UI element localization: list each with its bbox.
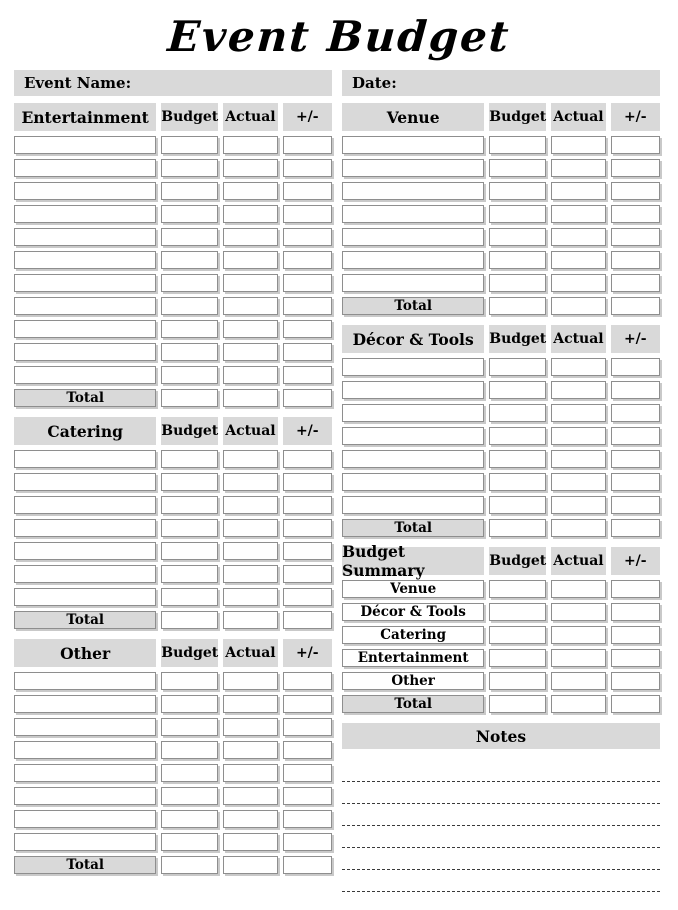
summary-total-actual-cell[interactable] xyxy=(551,695,605,713)
decor-row1-actual-cell[interactable] xyxy=(551,358,605,376)
decor-table xyxy=(342,325,660,537)
other-item-name-cell[interactable] xyxy=(14,695,156,713)
summary-catering-diff-cell[interactable] xyxy=(611,626,660,644)
other-actual-column-header: Actual xyxy=(223,639,277,667)
decor-total-actual-cell[interactable] xyxy=(551,519,605,537)
catering-table xyxy=(14,417,332,629)
venue-row3-budget-cell[interactable] xyxy=(489,182,546,200)
venue-row5-actual-cell[interactable] xyxy=(551,228,605,246)
decor-row2-diff-cell[interactable] xyxy=(611,381,660,399)
catering-row3-diff-cell[interactable] xyxy=(283,496,332,514)
venue-item-name-cell[interactable] xyxy=(342,182,484,200)
summary-entertainment-diff-cell[interactable] xyxy=(611,649,660,667)
other-item-name-cell[interactable] xyxy=(14,833,156,851)
decor-row4-actual-cell[interactable] xyxy=(551,427,605,445)
entertainment-row11-budget-cell[interactable] xyxy=(161,366,218,384)
summary-total-budget-cell[interactable] xyxy=(489,695,546,713)
decor-row4-diff-cell[interactable] xyxy=(611,427,660,445)
notes-header xyxy=(342,723,660,749)
decor-row3-actual-cell[interactable] xyxy=(551,404,605,422)
catering-item-name-cell[interactable] xyxy=(14,542,156,560)
venue-item-name-cell[interactable] xyxy=(342,159,484,177)
budget-summary-table xyxy=(342,542,660,713)
decor-row3-budget-cell[interactable] xyxy=(489,404,546,422)
catering-row1-actual-cell[interactable] xyxy=(223,450,277,468)
event-name-bar[interactable] xyxy=(14,70,332,96)
catering-total-diff-cell[interactable] xyxy=(283,611,332,629)
entertainment-table xyxy=(14,103,332,407)
venue-row4-diff-cell[interactable] xyxy=(611,205,660,223)
other-item-name-cell[interactable] xyxy=(14,672,156,690)
notes-title: Notes xyxy=(475,726,527,746)
entertainment-total-actual-cell[interactable] xyxy=(223,389,277,407)
catering-row7-diff-cell[interactable] xyxy=(283,588,332,606)
summary-total-diff-cell[interactable] xyxy=(611,695,660,713)
catering-row5-diff-cell[interactable] xyxy=(283,542,332,560)
other-row1-diff-cell[interactable] xyxy=(283,672,332,690)
other-row1-actual-cell[interactable] xyxy=(223,672,277,690)
entertainment-row9-budget-cell[interactable] xyxy=(161,320,218,338)
decor-row3-diff-cell[interactable] xyxy=(611,404,660,422)
decor-total-diff-cell[interactable] xyxy=(611,519,660,537)
other-section-title: Other xyxy=(14,639,156,667)
summary-d-cor-tools-actual-cell[interactable] xyxy=(551,603,605,621)
decor-row7-actual-cell[interactable] xyxy=(551,496,605,514)
catering-row7-actual-cell[interactable] xyxy=(223,588,277,606)
entertainment-row4-budget-cell[interactable] xyxy=(161,205,218,223)
entertainment-item-name-cell[interactable] xyxy=(14,320,156,338)
date-label: Date: xyxy=(352,74,397,93)
catering-section-title: Catering xyxy=(14,417,156,445)
entertainment-row1-actual-cell[interactable] xyxy=(223,136,277,154)
date-bar[interactable] xyxy=(342,70,660,96)
summary-budget-column-header: Budget xyxy=(489,547,546,575)
venue-row6-actual-cell[interactable] xyxy=(551,251,605,269)
entertainment-item-name-cell[interactable] xyxy=(14,343,156,361)
decor-total-budget-cell[interactable] xyxy=(489,519,546,537)
other-row4-actual-cell[interactable] xyxy=(223,741,277,759)
catering-row6-actual-cell[interactable] xyxy=(223,565,277,583)
catering-total-label: Total xyxy=(14,611,156,629)
summary-other-label: Other xyxy=(342,672,484,690)
entertainment-total-diff-cell[interactable] xyxy=(283,389,332,407)
decor-item-name-cell[interactable] xyxy=(342,381,484,399)
venue-row2-diff-cell[interactable] xyxy=(611,159,660,177)
other-row4-diff-cell[interactable] xyxy=(283,741,332,759)
summary-catering-budget-cell[interactable] xyxy=(489,626,546,644)
other-row2-diff-cell[interactable] xyxy=(283,695,332,713)
summary-d-cor-tools-diff-cell[interactable] xyxy=(611,603,660,621)
other-row6-budget-cell[interactable] xyxy=(161,787,218,805)
summary-catering-actual-cell[interactable] xyxy=(551,626,605,644)
summary-entertainment-actual-cell[interactable] xyxy=(551,649,605,667)
venue-row7-budget-cell[interactable] xyxy=(489,274,546,292)
notes-line[interactable] xyxy=(342,848,660,870)
decor-row6-diff-cell[interactable] xyxy=(611,473,660,491)
decor-row2-budget-cell[interactable] xyxy=(489,381,546,399)
other-budget-column-header: Budget xyxy=(161,639,218,667)
other-total-label: Total xyxy=(14,856,156,874)
notes-line[interactable] xyxy=(342,782,660,804)
venue-item-name-cell[interactable] xyxy=(342,136,484,154)
entertainment-row7-diff-cell[interactable] xyxy=(283,274,332,292)
entertainment-item-name-cell[interactable] xyxy=(14,297,156,315)
entertainment-item-name-cell[interactable] xyxy=(14,274,156,292)
venue-row4-actual-cell[interactable] xyxy=(551,205,605,223)
other-item-name-cell[interactable] xyxy=(14,718,156,736)
catering-item-name-cell[interactable] xyxy=(14,588,156,606)
summary-diff-column-header: +/- xyxy=(611,547,660,575)
catering-row1-budget-cell[interactable] xyxy=(161,450,218,468)
decor-row7-diff-cell[interactable] xyxy=(611,496,660,514)
summary-entertainment-label: Entertainment xyxy=(342,649,484,667)
other-item-name-cell[interactable] xyxy=(14,810,156,828)
entertainment-budget-column-header: Budget xyxy=(161,103,218,131)
decor-item-name-cell[interactable] xyxy=(342,404,484,422)
entertainment-row1-diff-cell[interactable] xyxy=(283,136,332,154)
entertainment-row7-budget-cell[interactable] xyxy=(161,274,218,292)
notes-line[interactable] xyxy=(342,826,660,848)
entertainment-actual-column-header: Actual xyxy=(223,103,277,131)
entertainment-item-name-cell[interactable] xyxy=(14,205,156,223)
other-row8-actual-cell[interactable] xyxy=(223,833,277,851)
notes-line[interactable] xyxy=(342,870,660,892)
right-column xyxy=(342,70,660,892)
entertainment-row10-actual-cell[interactable] xyxy=(223,343,277,361)
entertainment-row11-actual-cell[interactable] xyxy=(223,366,277,384)
other-row3-budget-cell[interactable] xyxy=(161,718,218,736)
notes-line[interactable] xyxy=(342,804,660,826)
summary-d-cor-tools-label: Décor & Tools xyxy=(342,603,484,621)
venue-item-name-cell[interactable] xyxy=(342,228,484,246)
venue-row3-actual-cell[interactable] xyxy=(551,182,605,200)
entertainment-row3-actual-cell[interactable] xyxy=(223,182,277,200)
entertainment-row2-diff-cell[interactable] xyxy=(283,159,332,177)
other-table xyxy=(14,639,332,874)
other-row6-diff-cell[interactable] xyxy=(283,787,332,805)
other-total-budget-cell[interactable] xyxy=(161,856,218,874)
summary-venue-diff-cell[interactable] xyxy=(611,580,660,598)
other-row8-budget-cell[interactable] xyxy=(161,833,218,851)
venue-row3-diff-cell[interactable] xyxy=(611,182,660,200)
venue-total-actual-cell[interactable] xyxy=(551,297,605,315)
entertainment-row8-actual-cell[interactable] xyxy=(223,297,277,315)
decor-diff-column-header: +/- xyxy=(611,325,660,353)
entertainment-item-name-cell[interactable] xyxy=(14,159,156,177)
left-column xyxy=(14,70,332,892)
decor-row7-budget-cell[interactable] xyxy=(489,496,546,514)
decor-item-name-cell[interactable] xyxy=(342,473,484,491)
other-row5-diff-cell[interactable] xyxy=(283,764,332,782)
catering-item-name-cell[interactable] xyxy=(14,450,156,468)
entertainment-row6-budget-cell[interactable] xyxy=(161,251,218,269)
other-row7-actual-cell[interactable] xyxy=(223,810,277,828)
other-item-name-cell[interactable] xyxy=(14,787,156,805)
notes-area xyxy=(342,760,660,892)
entertainment-row11-diff-cell[interactable] xyxy=(283,366,332,384)
catering-row1-diff-cell[interactable] xyxy=(283,450,332,468)
other-total-actual-cell[interactable] xyxy=(223,856,277,874)
venue-row6-diff-cell[interactable] xyxy=(611,251,660,269)
notes-line[interactable] xyxy=(342,760,660,782)
entertainment-row3-budget-cell[interactable] xyxy=(161,182,218,200)
other-row5-budget-cell[interactable] xyxy=(161,764,218,782)
catering-total-budget-cell[interactable] xyxy=(161,611,218,629)
decor-budget-column-header: Budget xyxy=(489,325,546,353)
decor-row1-budget-cell[interactable] xyxy=(489,358,546,376)
entertainment-row8-budget-cell[interactable] xyxy=(161,297,218,315)
catering-row6-budget-cell[interactable] xyxy=(161,565,218,583)
entertainment-row6-diff-cell[interactable] xyxy=(283,251,332,269)
summary-other-budget-cell[interactable] xyxy=(489,672,546,690)
entertainment-total-label: Total xyxy=(14,389,156,407)
catering-row2-budget-cell[interactable] xyxy=(161,473,218,491)
catering-row5-budget-cell[interactable] xyxy=(161,542,218,560)
entertainment-diff-column-header: +/- xyxy=(283,103,332,131)
catering-row3-actual-cell[interactable] xyxy=(223,496,277,514)
entertainment-row4-diff-cell[interactable] xyxy=(283,205,332,223)
venue-row7-diff-cell[interactable] xyxy=(611,274,660,292)
catering-row7-budget-cell[interactable] xyxy=(161,588,218,606)
entertainment-row2-actual-cell[interactable] xyxy=(223,159,277,177)
venue-row2-budget-cell[interactable] xyxy=(489,159,546,177)
venue-row5-budget-cell[interactable] xyxy=(489,228,546,246)
venue-row1-actual-cell[interactable] xyxy=(551,136,605,154)
venue-row1-budget-cell[interactable] xyxy=(489,136,546,154)
venue-total-budget-cell[interactable] xyxy=(489,297,546,315)
summary-d-cor-tools-budget-cell[interactable] xyxy=(489,603,546,621)
entertainment-row7-actual-cell[interactable] xyxy=(223,274,277,292)
decor-row4-budget-cell[interactable] xyxy=(489,427,546,445)
entertainment-row5-actual-cell[interactable] xyxy=(223,228,277,246)
entertainment-row9-diff-cell[interactable] xyxy=(283,320,332,338)
venue-diff-column-header: +/- xyxy=(611,103,660,131)
venue-row7-actual-cell[interactable] xyxy=(551,274,605,292)
decor-item-name-cell[interactable] xyxy=(342,427,484,445)
summary-venue-label: Venue xyxy=(342,580,484,598)
venue-row5-diff-cell[interactable] xyxy=(611,228,660,246)
decor-row5-actual-cell[interactable] xyxy=(551,450,605,468)
venue-section-title: Venue xyxy=(342,103,484,131)
summary-other-diff-cell[interactable] xyxy=(611,672,660,690)
other-total-diff-cell[interactable] xyxy=(283,856,332,874)
venue-row1-diff-cell[interactable] xyxy=(611,136,660,154)
entertainment-section-title: Entertainment xyxy=(14,103,156,131)
catering-total-actual-cell[interactable] xyxy=(223,611,277,629)
other-row7-budget-cell[interactable] xyxy=(161,810,218,828)
catering-row5-actual-cell[interactable] xyxy=(223,542,277,560)
summary-other-actual-cell[interactable] xyxy=(551,672,605,690)
entertainment-item-name-cell[interactable] xyxy=(14,136,156,154)
decor-section-title: Décor & Tools xyxy=(342,325,484,353)
page-title: Event Budget xyxy=(166,12,513,61)
other-row1-budget-cell[interactable] xyxy=(161,672,218,690)
venue-total-diff-cell[interactable] xyxy=(611,297,660,315)
catering-row2-actual-cell[interactable] xyxy=(223,473,277,491)
entertainment-row10-diff-cell[interactable] xyxy=(283,343,332,361)
decor-item-name-cell[interactable] xyxy=(342,496,484,514)
decor-row1-diff-cell[interactable] xyxy=(611,358,660,376)
catering-item-name-cell[interactable] xyxy=(14,565,156,583)
decor-row2-actual-cell[interactable] xyxy=(551,381,605,399)
event-name-label: Event Name: xyxy=(24,74,132,93)
summary-venue-budget-cell[interactable] xyxy=(489,580,546,598)
other-row5-actual-cell[interactable] xyxy=(223,764,277,782)
venue-row4-budget-cell[interactable] xyxy=(489,205,546,223)
other-item-name-cell[interactable] xyxy=(14,764,156,782)
other-row8-diff-cell[interactable] xyxy=(283,833,332,851)
venue-item-name-cell[interactable] xyxy=(342,274,484,292)
decor-actual-column-header: Actual xyxy=(551,325,605,353)
decor-row5-budget-cell[interactable] xyxy=(489,450,546,468)
entertainment-row4-actual-cell[interactable] xyxy=(223,205,277,223)
entertainment-item-name-cell[interactable] xyxy=(14,182,156,200)
venue-actual-column-header: Actual xyxy=(551,103,605,131)
summary-total-label: Total xyxy=(342,695,484,713)
entertainment-row10-budget-cell[interactable] xyxy=(161,343,218,361)
summary-venue-actual-cell[interactable] xyxy=(551,580,605,598)
catering-row3-budget-cell[interactable] xyxy=(161,496,218,514)
decor-item-name-cell[interactable] xyxy=(342,358,484,376)
decor-total-label: Total xyxy=(342,519,484,537)
decor-row6-budget-cell[interactable] xyxy=(489,473,546,491)
entertainment-row5-budget-cell[interactable] xyxy=(161,228,218,246)
other-item-name-cell[interactable] xyxy=(14,741,156,759)
catering-budget-column-header: Budget xyxy=(161,417,218,445)
venue-row6-budget-cell[interactable] xyxy=(489,251,546,269)
decor-row6-actual-cell[interactable] xyxy=(551,473,605,491)
decor-item-name-cell[interactable] xyxy=(342,450,484,468)
catering-item-name-cell[interactable] xyxy=(14,519,156,537)
entertainment-item-name-cell[interactable] xyxy=(14,366,156,384)
entertainment-row9-actual-cell[interactable] xyxy=(223,320,277,338)
other-diff-column-header: +/- xyxy=(283,639,332,667)
summary-catering-label: Catering xyxy=(342,626,484,644)
catering-row4-diff-cell[interactable] xyxy=(283,519,332,537)
summary-section-title: Budget Summary xyxy=(342,547,484,575)
other-row2-actual-cell[interactable] xyxy=(223,695,277,713)
entertainment-total-budget-cell[interactable] xyxy=(161,389,218,407)
catering-row2-diff-cell[interactable] xyxy=(283,473,332,491)
entertainment-item-name-cell[interactable] xyxy=(14,251,156,269)
other-row4-budget-cell[interactable] xyxy=(161,741,218,759)
venue-table xyxy=(342,103,660,315)
other-row3-actual-cell[interactable] xyxy=(223,718,277,736)
venue-row2-actual-cell[interactable] xyxy=(551,159,605,177)
other-row2-budget-cell[interactable] xyxy=(161,695,218,713)
catering-item-name-cell[interactable] xyxy=(14,496,156,514)
venue-budget-column-header: Budget xyxy=(489,103,546,131)
content-columns xyxy=(14,70,664,892)
catering-row4-budget-cell[interactable] xyxy=(161,519,218,537)
entertainment-row1-budget-cell[interactable] xyxy=(161,136,218,154)
catering-row6-diff-cell[interactable] xyxy=(283,565,332,583)
venue-item-name-cell[interactable] xyxy=(342,251,484,269)
catering-diff-column-header: +/- xyxy=(283,417,332,445)
other-row3-diff-cell[interactable] xyxy=(283,718,332,736)
catering-actual-column-header: Actual xyxy=(223,417,277,445)
entertainment-row2-budget-cell[interactable] xyxy=(161,159,218,177)
venue-total-label: Total xyxy=(342,297,484,315)
summary-entertainment-budget-cell[interactable] xyxy=(489,649,546,667)
decor-row5-diff-cell[interactable] xyxy=(611,450,660,468)
entertainment-item-name-cell[interactable] xyxy=(14,228,156,246)
catering-item-name-cell[interactable] xyxy=(14,473,156,491)
other-row7-diff-cell[interactable] xyxy=(283,810,332,828)
other-row6-actual-cell[interactable] xyxy=(223,787,277,805)
entertainment-row6-actual-cell[interactable] xyxy=(223,251,277,269)
summary-actual-column-header: Actual xyxy=(551,547,605,575)
entertainment-row5-diff-cell[interactable] xyxy=(283,228,332,246)
entertainment-row3-diff-cell[interactable] xyxy=(283,182,332,200)
venue-item-name-cell[interactable] xyxy=(342,205,484,223)
entertainment-row8-diff-cell[interactable] xyxy=(283,297,332,315)
catering-row4-actual-cell[interactable] xyxy=(223,519,277,537)
